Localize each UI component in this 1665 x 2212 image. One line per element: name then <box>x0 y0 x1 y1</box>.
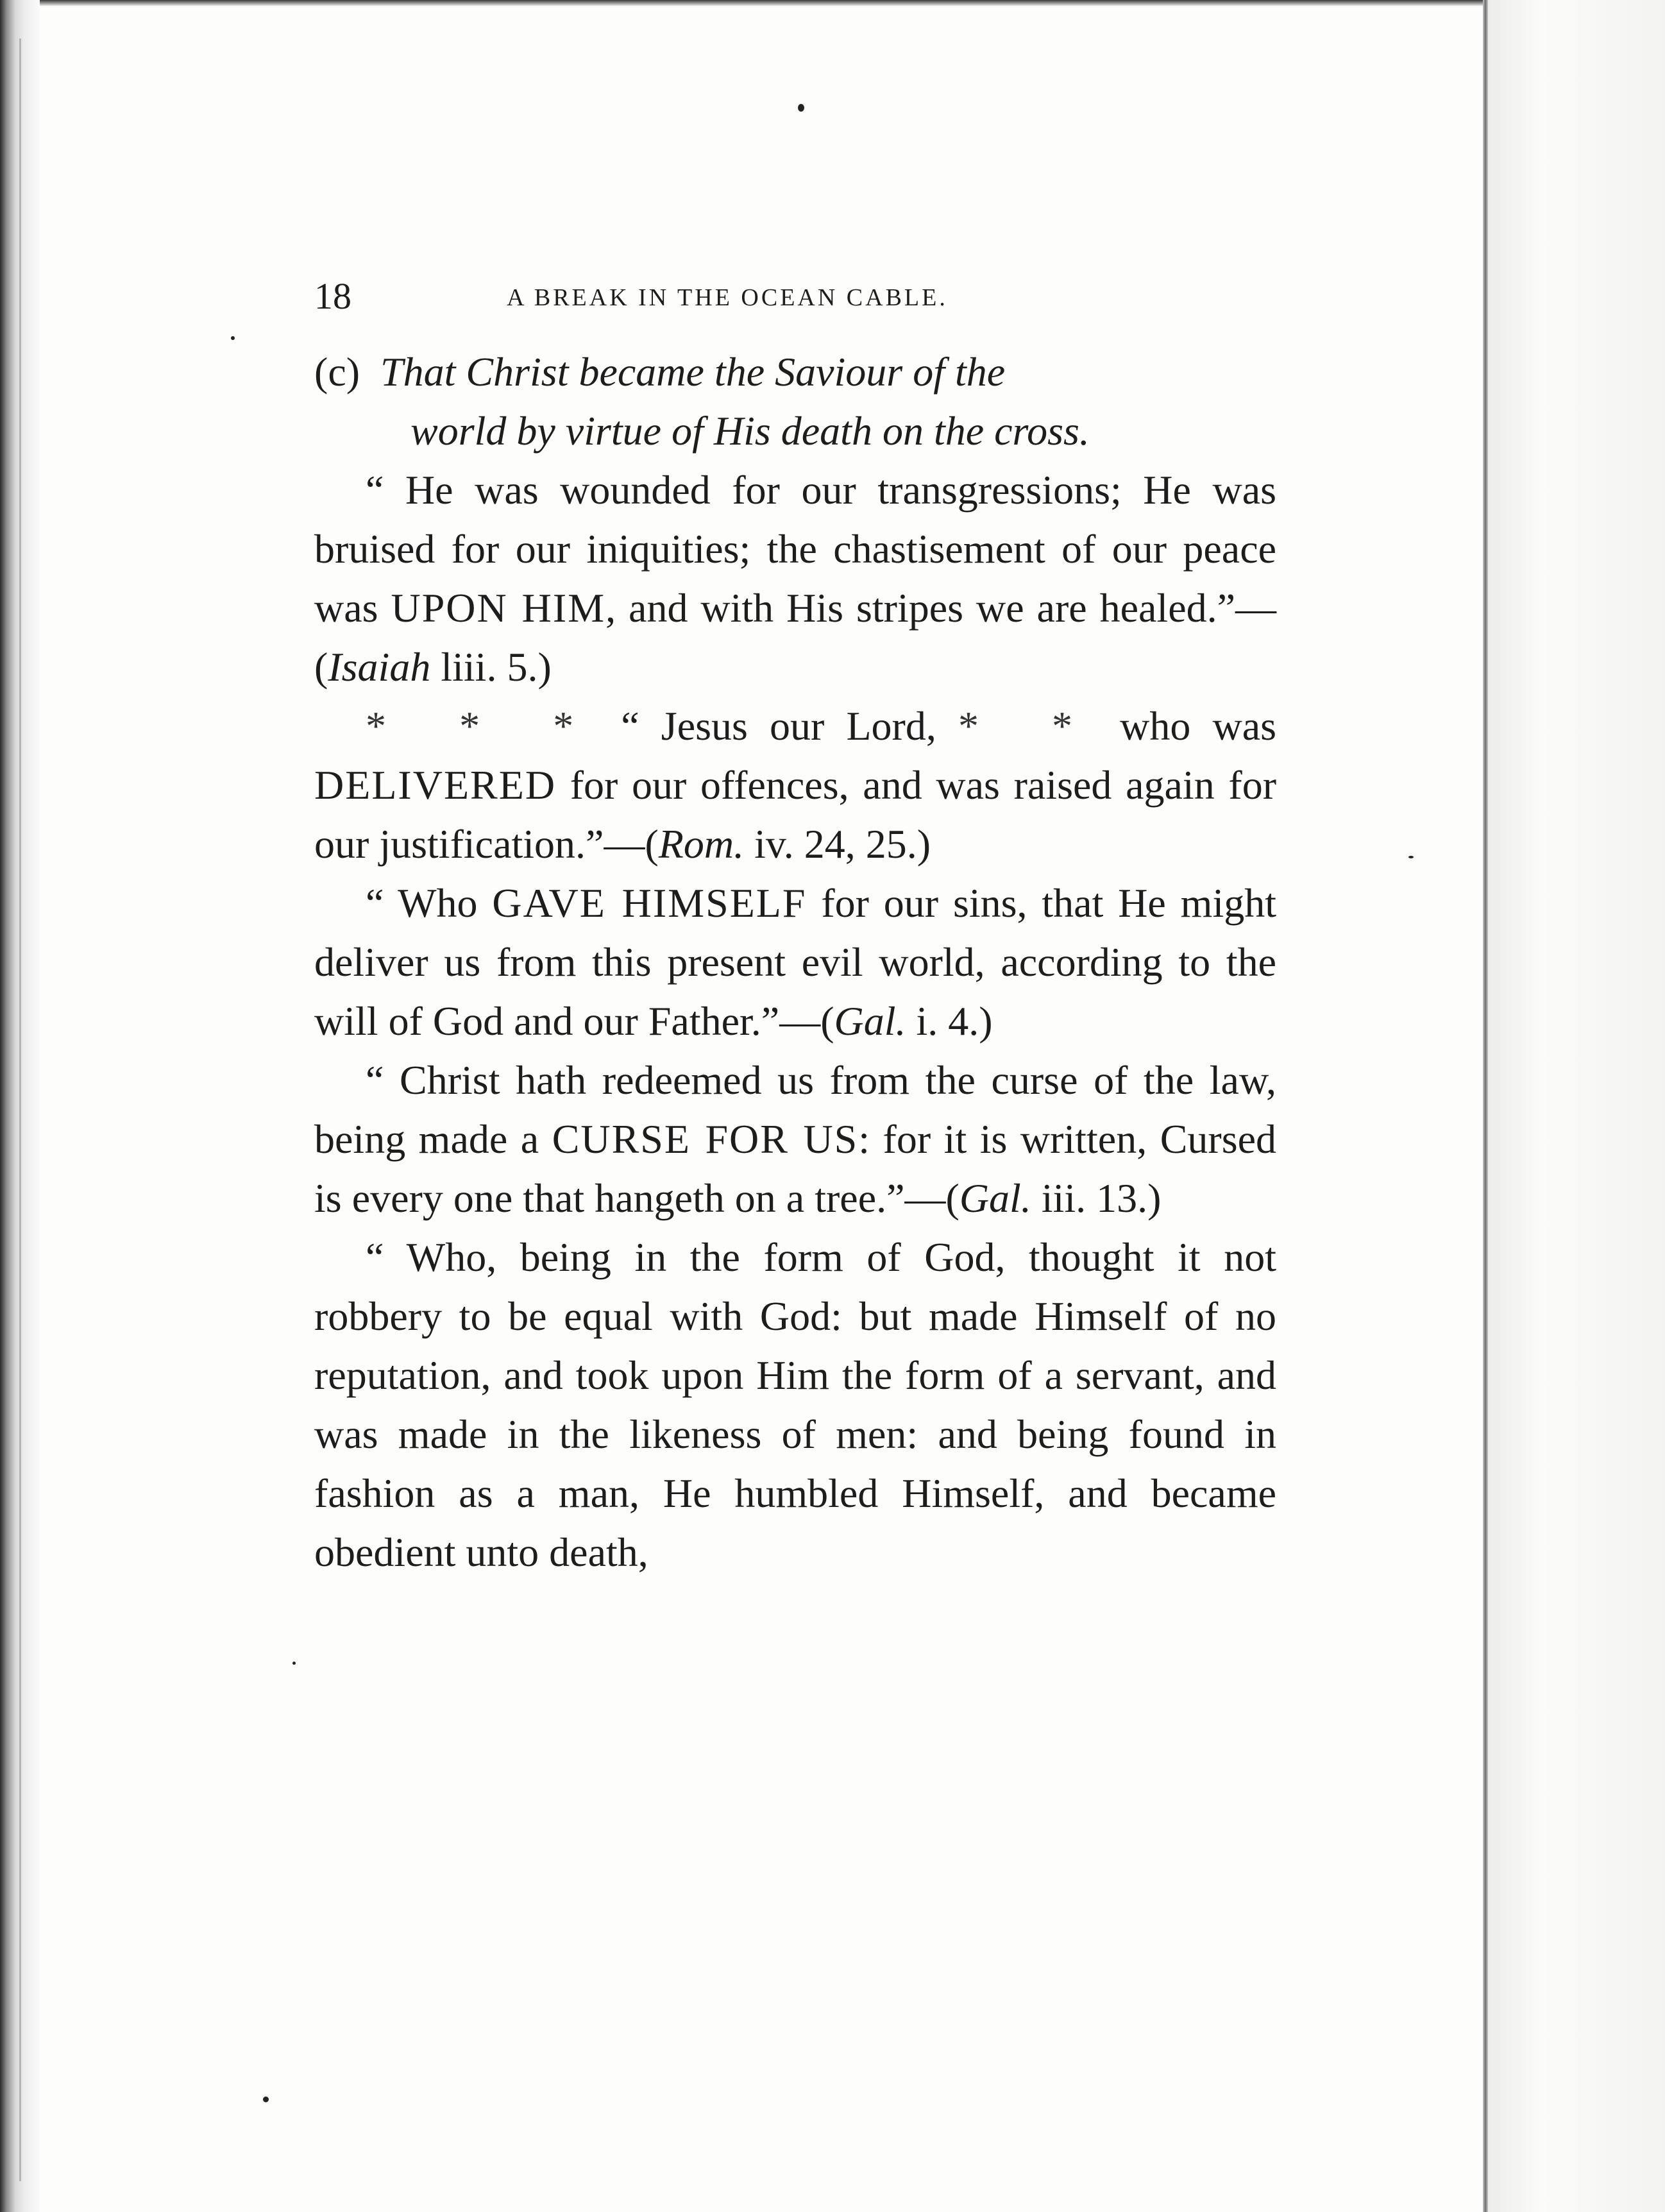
quote-text: : for it is written, Cursed is every one that hangeth on a tree.”—( <box>314 1116 1277 1221</box>
ink-speck <box>798 104 804 112</box>
ink-speck <box>1408 856 1414 858</box>
quote-text: “ He was wounded for our transgressions; He was bruised for our iniquities; the chastisement of our peace was <box>314 467 1276 631</box>
emphasis-caps: GAVE HIMSELF <box>492 880 807 926</box>
ink-speck <box>231 336 235 340</box>
quote-galatians-3 <box>314 1051 1276 1228</box>
reference-book: Gal. <box>959 1175 1031 1221</box>
ink-speck <box>263 2097 269 2102</box>
heading-line-2: world by virtue of His death on the cross. <box>410 408 1090 454</box>
page-number: 18 <box>314 275 351 317</box>
facing-page-edge <box>1488 0 1665 2212</box>
page-fold <box>1483 0 1488 2212</box>
quote-text: who was <box>1098 703 1277 749</box>
section-label: (c) <box>314 349 360 395</box>
reference-verse: iii. 13.) <box>1031 1175 1162 1221</box>
quote-text: “ Jesus our Lord, <box>599 703 958 749</box>
section-heading <box>314 343 1276 461</box>
reference-book: Rom. <box>658 821 745 867</box>
running-title: A BREAK IN THE OCEAN CABLE. <box>507 284 948 311</box>
quote-text: for our sins, that He might deliver us from this present evil world, according to the will of God and our Father.”—( <box>314 880 1277 1044</box>
ink-speck <box>292 1662 296 1665</box>
reference-book: Isaiah <box>328 644 431 690</box>
emphasis-caps: CURSE FOR US <box>552 1116 859 1162</box>
emphasis-caps: UPON HIM <box>391 585 606 631</box>
page-body <box>314 343 1276 1582</box>
heading-line-1: That Christ became the Saviour of the <box>380 349 1006 395</box>
quote-text: “ Who, being in the form of God, thought it not robbery to be equal with God: but made Himself of no reputation, and took upon Him the form of a servant, and was made in the likeness of men: and being found in fashion as a man, He humbled Himself, and became obedient unto death, <box>314 1234 1276 1575</box>
emphasis-caps: DELIVERED <box>314 762 557 808</box>
reference-verse: i. 4.) <box>906 998 993 1044</box>
spine-line <box>19 38 21 2181</box>
quote-text: for our offences, and was raised again for our justification.”—( <box>314 762 1276 867</box>
reference-verse: iv. 24, 25.) <box>744 821 931 867</box>
ellipsis-stars: * * * <box>366 703 600 749</box>
quote-text: “ Who <box>366 880 493 926</box>
running-header <box>314 277 1276 316</box>
quote-isaiah <box>314 461 1276 697</box>
reference-book: Gal. <box>834 998 906 1044</box>
quote-galatians-1 <box>314 874 1276 1051</box>
ellipsis-stars: * * <box>958 703 1099 749</box>
page-top-edge <box>0 0 1665 6</box>
quote-text: “ Christ hath redeemed us from the curse of the law, being made a <box>314 1057 1276 1162</box>
reference-verse: liii. 5.) <box>430 644 552 690</box>
quote-text: , and with His stripes we are healed.”—( <box>314 585 1276 690</box>
quote-philippians <box>314 1228 1276 1582</box>
quote-romans <box>314 697 1276 874</box>
